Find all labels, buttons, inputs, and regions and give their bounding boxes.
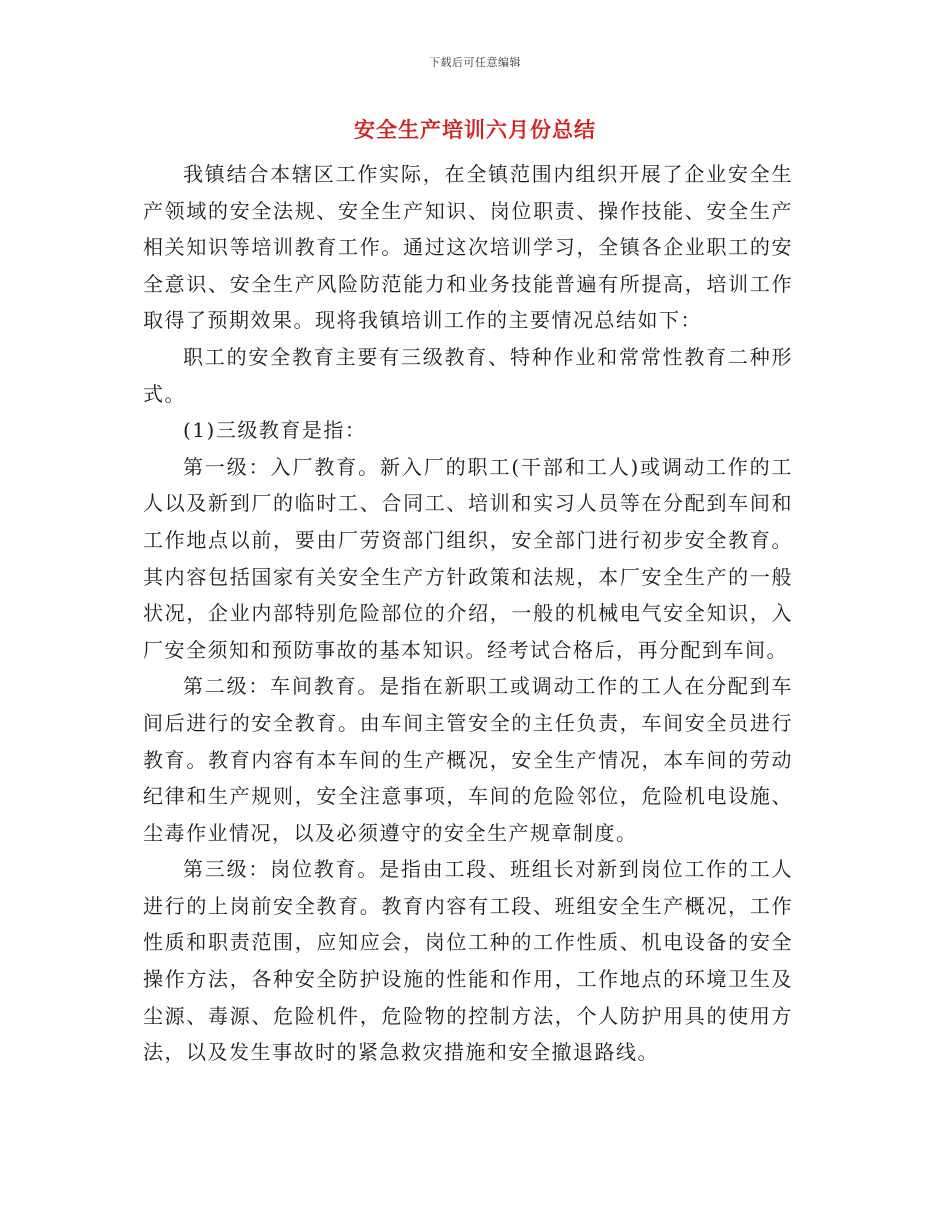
document-body: [143, 156, 793, 1071]
paragraph-three-level-heading: (1)三级教育是指：: [183, 418, 367, 443]
paragraph-level-three: 第三级：岗位教育。是指由工段、班组长对新到岗位工作的工人进行的上岗前安全教育。教育内容有工段、班组安全生产概况，工作性质和职责范围，应知应会，岗位工种的工作性质、机电设备的安全操作方法，各种安全防护设施的性能和作用，工作地点的环境卫生及尘源、毒源、危险机件，危险物的控制方法，个人防护用具的使用方法，以及发生事故时的紧急救灾措施和安全撤退路线。: [143, 857, 793, 1065]
paragraph-level-two: 第二级：车间教育。是指在新职工或调动工作的工人在分配到车间后进行的安全教育。由车间主管安全的主任负责，车间安全员进行教育。教育内容有本车间的生产概况，安全生产情况，本车间的劳动纪律和生产规则，安全注意事项，车间的危险邻位，危险机电设施、尘毒作业情况，以及必须遵守的安全生产规章制度。: [143, 674, 793, 845]
paragraph-level-one: 第一级：入厂教育。新入厂的职工(干部和工人)或调动工作的工人以及新到厂的临时工、合同工、培训和实习人员等在分配到车间和工作地点以前，要由厂劳资部门组织，安全部门进行初步安全教育。其内容包括国家有关安全生产方针政策和法规，本厂安全生产的一般状况，企业内部特别危险部位的介绍，一般的机械电气安全知识，入厂安全须知和预防事故的基本知识。经考试合格后，再分配到车间。: [143, 454, 793, 662]
document-title: 安全生产培训六月份总结: [354, 117, 596, 142]
paragraph-education-forms: 职工的安全教育主要有三级教育、特种作业和常常性教育二种形式。: [143, 344, 793, 406]
paragraph-intro: 我镇结合本辖区工作实际，在全镇范围内组织开展了企业安全生产领域的安全法规、安全生产知识、岗位职责、操作技能、安全生产相关知识等培训教育工作。通过这次培训学习，全镇各企业职工的安全意识、安全生产风险防范能力和业务技能普遍有所提高，培训工作取得了预期效果。现将我镇培训工作的主要情况总结如下：: [143, 162, 793, 333]
header-note: 下载后可任意编辑: [429, 56, 521, 69]
